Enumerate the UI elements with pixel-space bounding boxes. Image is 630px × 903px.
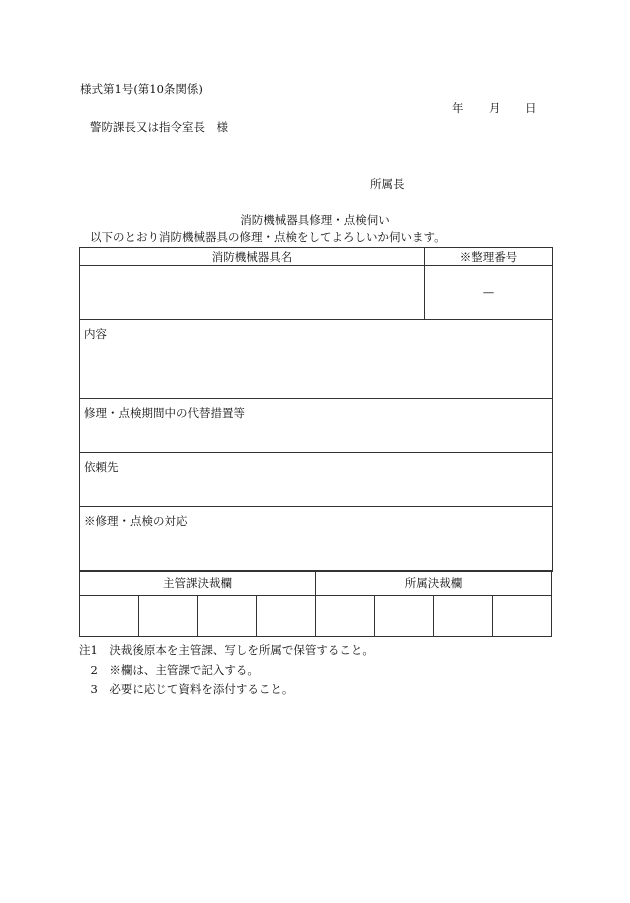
- approval-table: [79, 570, 552, 637]
- main-approval-box[interactable]: [257, 596, 316, 637]
- equipment-name-header: 消防機械器具名: [80, 248, 425, 266]
- affiliated-approval-box[interactable]: [434, 596, 493, 637]
- affiliated-approval-box[interactable]: [375, 596, 434, 637]
- affiliated-approval-box[interactable]: [316, 596, 375, 637]
- notes: [79, 641, 374, 700]
- serial-number-field[interactable]: —: [425, 266, 553, 320]
- sender: 所属長: [370, 177, 405, 191]
- note-item: 注1 決裁後原本を主管課、写しを所属で保管すること。: [79, 643, 374, 657]
- serial-number-header: ※整理番号: [425, 248, 553, 266]
- requestee-label: 依頼先: [84, 460, 119, 474]
- equipment-name-field[interactable]: [80, 266, 425, 320]
- affiliated-approval-box[interactable]: [493, 596, 552, 637]
- content-label: 内容: [84, 327, 107, 341]
- affiliated-approval-header: 所属決裁欄: [316, 571, 552, 596]
- main-approval-header: 主管課決裁欄: [80, 571, 316, 596]
- response-label: ※修理・点検の対応: [84, 514, 188, 528]
- main-approval-box[interactable]: [198, 596, 257, 637]
- alternative-measures-label: 修理・点検期間中の代替措置等: [84, 406, 245, 420]
- requestee-field[interactable]: [80, 453, 553, 507]
- request-form-table: [79, 247, 553, 572]
- date-year: 年: [452, 101, 464, 115]
- response-field[interactable]: [80, 507, 553, 572]
- form-number-label: 様式第1号(第10条関係): [80, 82, 203, 96]
- document-title: 消防機械器具修理・点検伺い: [240, 213, 390, 227]
- main-approval-box[interactable]: [139, 596, 198, 637]
- date-day: 日: [525, 101, 537, 115]
- date-line: [452, 100, 537, 116]
- date-month: 月: [489, 101, 501, 115]
- content-field[interactable]: [80, 320, 553, 399]
- addressee: 警防課長又は指令室長 様: [90, 120, 228, 134]
- intro-text: 以下のとおり消防機械器具の修理・点検をしてよろしいか伺います。: [90, 230, 446, 244]
- note-item: 3 必要に応じて資料を添付すること。: [79, 682, 294, 696]
- alternative-measures-field[interactable]: [80, 399, 553, 453]
- main-approval-box[interactable]: [80, 596, 139, 637]
- note-item: 2 ※欄は、主管課で記入する。: [79, 662, 259, 677]
